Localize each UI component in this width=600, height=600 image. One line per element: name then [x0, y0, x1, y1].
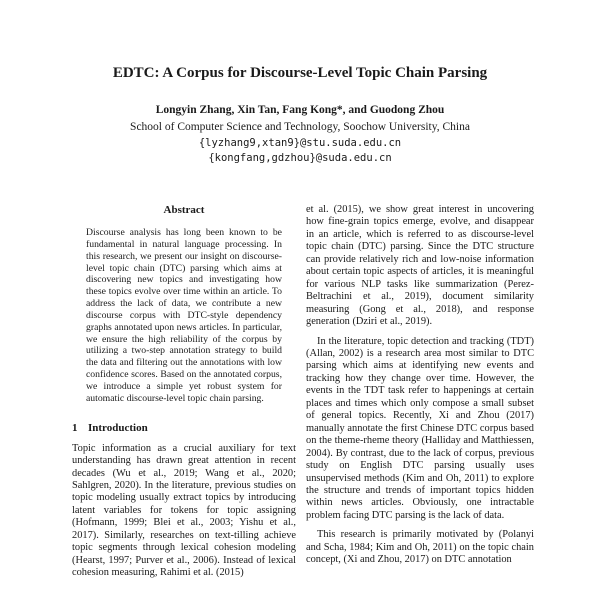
section-number: 1: [72, 421, 78, 434]
introduction-paragraph-2: In the literature, topic detection and tracking (TDT) (Allan, 2002) is a research area most similar to DTC parsing which aims at identifying new events and tracking how they change over time. However, the events in the TDT task refer to happenings at certain places and times which only compose a small subset of general topics. Recently, Xi and Zhou (2017) manually annotate the first Chinese DTC corpus based on the theme-rheme theory (Halliday and Matthiessen, 2004). By contrast, due to the lack of corpus, previous study on English DTC parsing usually uses unsupervised methods (Kim and Oh, 2011) to explore the structure and trends of important topics hidden within news articles. Obviously, one intractable problem facing DTC parsing is the lack of data.: [306, 335, 534, 521]
paper-affiliation: School of Computer Science and Technology, Soochow University, China: [130, 121, 470, 133]
left-column: [72, 204, 296, 580]
paper-title: EDTC: A Corpus for Discourse-Level Topic Chain Parsing: [112, 65, 488, 81]
abstract-text: Discourse analysis has long been known to be fundamental in natural language processing. In this research, we present our insight on discourse-level topic chain (DTC) parsing which aims at discovering new topics and investigating how these topics evolve over time within an article. To address the lack of data, we contribute a new discourse corpus with DTC-style dependency graphs annotated upon news articles. In particular, we ensure the high reliability of the corpus by utilizing a two-step annotation strategy to build the data and filtering out the annotations with low confidence scores. Based on the annotated corpus, we introduce a simple yet robust system for automatic discourse-level topic chain parsing.: [86, 227, 282, 404]
abstract-heading: Abstract: [163, 204, 205, 216]
introduction-heading: [72, 422, 296, 435]
introduction-paragraph-continued: et al. (2015), we show great interest in uncovering how fine-grain topics emerge, evolve, and disappear in an article, which is referred to as discourse-level topic chain (DTC) parsing. Since the DTC structure can provide relatively rich and low-noise information about certain topic aspects of articles, it is meaningful for various NLP tasks like summarization (Perez-Beltrachini et al., 2019), document similarity measuring (Gong et al., 2018), and response generation (Dziri et al., 2019).: [306, 204, 534, 328]
section-title: Introduction: [88, 421, 148, 434]
author-email-1: {lyzhang9,xtan9}@stu.suda.edu.cn: [198, 137, 402, 149]
introduction-paragraph-1: Topic information as a crucial auxiliary for text understanding has drawn great attention in recent decades (Wu et al., 2019; Wang et al., 2020; Sahlgren, 2020). In the literature, previous studies on topic modeling usually extract topics by introducing latent variables for tokens for topic assigning (Hofmann, 1999; Blei et al., 2003; Yishu et al., 2017). Similarly, researches on text-tilling achieve topic segments through lexical cohesion modeling (Hearst, 1997; Purver et al., 2006). Instead of lexical cohesion measuring, Rahimi et al. (2015): [72, 442, 296, 579]
right-column: [306, 204, 534, 567]
paper-authors: Longyin Zhang, Xin Tan, Fang Kong*, and Guodong Zhou: [155, 104, 445, 116]
introduction-paragraph-3: This research is primarily motivated by (Polanyi and Scha, 1984; Kim and Oh, 2011) on the topic chain concept, (Xi and Zhou, 2017) on DTC annotation: [306, 529, 534, 566]
author-email-2: {kongfang,gdzhou}@suda.edu.cn: [208, 152, 392, 164]
